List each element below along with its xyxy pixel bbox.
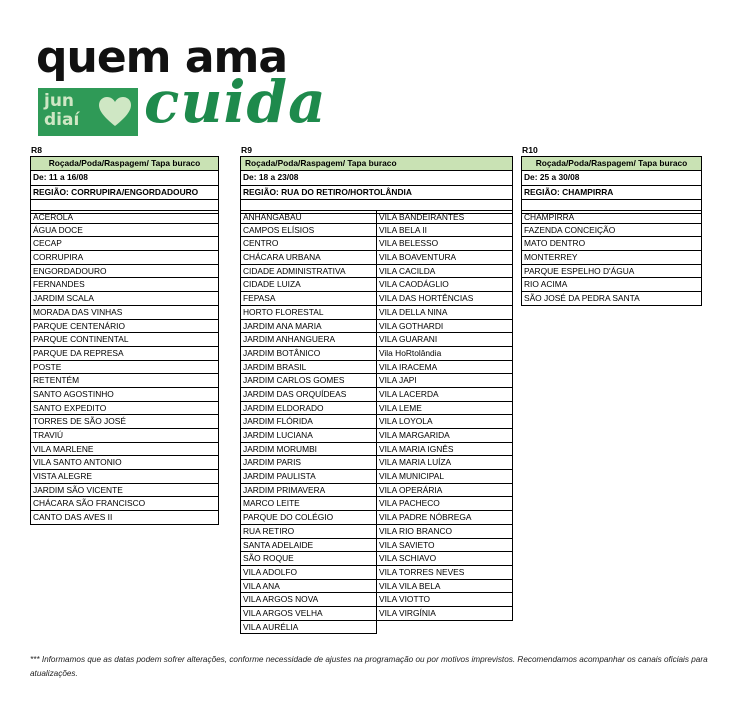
neighborhood-row: VILA MUNICIPAL [377, 470, 513, 484]
neighborhood-row: CECAP [30, 237, 219, 251]
neighborhood-row: MARCO LEITE [240, 497, 377, 511]
jundiai-badge [38, 88, 138, 136]
neighborhood-row: VILA LOYOLA [377, 415, 513, 429]
neighborhood-row: VILA GOTHARDI [377, 320, 513, 334]
region-name: REGIÃO: CHAMPIRRA [522, 186, 701, 201]
logo [36, 32, 366, 136]
neighborhood-row: PARQUE CONTINENTAL [30, 333, 219, 347]
region-header-r10 [521, 156, 702, 214]
neighborhood-row: VILA VIRGÍNIA [377, 607, 513, 621]
neighborhood-row: CAMPOS ELÍSIOS [240, 224, 377, 238]
badge-text-line2: diaí [44, 110, 80, 130]
service-title: Roçada/Poda/Raspagem/ Tapa buraco [241, 157, 512, 171]
neighborhood-row: CIDADE ADMINISTRATIVA [240, 265, 377, 279]
neighborhood-row: VILA BOAVENTURA [377, 251, 513, 265]
neighborhood-row: VILA ARGOS VELHA [240, 607, 377, 621]
neighborhood-list-r9-col1 [240, 210, 377, 634]
neighborhood-row: SANTO EXPEDITO [30, 402, 219, 416]
neighborhood-row: VILA RIO BRANCO [377, 525, 513, 539]
neighborhood-row: VILA ANA [240, 580, 377, 594]
neighborhood-row: CIDADE LUIZA [240, 278, 377, 292]
neighborhood-row: VILA OPERÁRIA [377, 484, 513, 498]
neighborhood-row: ANHANGABAÚ [240, 210, 377, 224]
neighborhood-row: TRAVIÚ [30, 429, 219, 443]
badge-text-line1: jun [44, 91, 75, 111]
neighborhood-row: CHAMPIRRA [521, 210, 702, 224]
neighborhood-row: VILA BANDEIRANTES [377, 210, 513, 224]
neighborhood-row: VILA JAPI [377, 374, 513, 388]
neighborhood-list-r8 [30, 210, 219, 525]
neighborhood-row: VILA MARIA LUÍZA [377, 456, 513, 470]
neighborhood-row: JARDIM ANA MARIA [240, 320, 377, 334]
neighborhood-row: TORRES DE SÃO JOSÉ [30, 415, 219, 429]
neighborhood-row: JARDIM CARLOS GOMES [240, 374, 377, 388]
neighborhood-row: SÃO JOSÉ DA PEDRA SANTA [521, 292, 702, 306]
neighborhood-row: PARQUE ESPELHO D'ÁGUA [521, 265, 702, 279]
neighborhood-row: VILA SANTO ANTONIO [30, 456, 219, 470]
neighborhood-row: VILA PACHECO [377, 497, 513, 511]
date-range: De: 11 a 16/08 [31, 171, 218, 186]
neighborhood-row: VILA BELESSO [377, 237, 513, 251]
neighborhood-row: VILA DAS HORTÊNCIAS [377, 292, 513, 306]
neighborhood-row: PARQUE DA REPRESA [30, 347, 219, 361]
neighborhood-row: VILA LEME [377, 402, 513, 416]
footnote: *** Informamos que as datas podem sofrer alterações, conforme necessidade de ajustes na programação ou por motivos imprevistos. Recomendamos acompanhar os canais oficiais para atualizações. [30, 655, 708, 678]
neighborhood-row: VILA PADRE NÓBREGA [377, 511, 513, 525]
neighborhood-row: SANTA ADELAIDE [240, 539, 377, 553]
neighborhood-row: Vila HoRtolândia [377, 347, 513, 361]
neighborhood-row: VILA DELLA NINA [377, 306, 513, 320]
neighborhood-row: JARDIM MORUMBI [240, 443, 377, 457]
neighborhood-row: PARQUE CENTENÁRIO [30, 320, 219, 334]
neighborhood-list-r9-col2 [377, 210, 513, 621]
neighborhood-row: SANTO AGOSTINHO [30, 388, 219, 402]
neighborhood-row: VILA ARGOS NOVA [240, 593, 377, 607]
neighborhood-row: VILA SCHIAVO [377, 552, 513, 566]
neighborhood-row: CORRUPIRA [30, 251, 219, 265]
neighborhood-row: VILA ADOLFO [240, 566, 377, 580]
region-header-r8 [30, 156, 219, 214]
neighborhood-row: FAZENDA CONCEIÇÃO [521, 224, 702, 238]
service-title: Roçada/Poda/Raspagem/ Tapa buraco [522, 157, 701, 171]
neighborhood-row: JARDIM PAULISTA [240, 470, 377, 484]
neighborhood-row: JARDIM LUCIANA [240, 429, 377, 443]
neighborhood-row: VILA GUARANI [377, 333, 513, 347]
neighborhood-row: VILA IRACEMA [377, 361, 513, 375]
region-header-r9 [240, 156, 513, 214]
neighborhood-row: HORTO FLORESTAL [240, 306, 377, 320]
neighborhood-row: JARDIM BOTÂNICO [240, 347, 377, 361]
neighborhood-row: CENTRO [240, 237, 377, 251]
neighborhood-row: JARDIM SÃO VICENTE [30, 484, 219, 498]
neighborhood-row: POSTE [30, 361, 219, 375]
date-range: De: 25 a 30/08 [522, 171, 701, 186]
neighborhood-row: RIO ACIMA [521, 278, 702, 292]
neighborhood-row: VILA MARIA IGNÊS [377, 443, 513, 457]
neighborhood-row: CANTO DAS AVES II [30, 511, 219, 525]
neighborhood-row: JARDIM ANHANGUERA [240, 333, 377, 347]
neighborhood-row: ÁGUA DOCE [30, 224, 219, 238]
neighborhood-row: JARDIM ELDORADO [240, 402, 377, 416]
date-range: De: 18 a 23/08 [241, 171, 512, 186]
neighborhood-row: ENGORDADOURO [30, 265, 219, 279]
neighborhood-row: VISTA ALEGRE [30, 470, 219, 484]
neighborhood-row: VILA TORRES NEVES [377, 566, 513, 580]
neighborhood-row: MATO DENTRO [521, 237, 702, 251]
neighborhood-row: VILA VIOTTO [377, 593, 513, 607]
logo-top-text: quem ama [36, 32, 288, 83]
neighborhood-row: SÃO ROQUE [240, 552, 377, 566]
neighborhood-row: RUA RETIRO [240, 525, 377, 539]
logo-script-text: cuida [144, 68, 327, 136]
neighborhood-row: VILA SAVIETO [377, 539, 513, 553]
neighborhood-row: CHÁCARA URBANA [240, 251, 377, 265]
region-code-r8: R8 [31, 145, 42, 155]
region-name: REGIÃO: CORRUPIRA/ENGORDADOURO [31, 186, 218, 201]
neighborhood-row: CHÁCARA SÃO FRANCISCO [30, 497, 219, 511]
region-code-r10: R10 [522, 145, 538, 155]
neighborhood-row: VILA AURÉLIA [240, 621, 377, 635]
neighborhood-row: FEPASA [240, 292, 377, 306]
heart-icon [98, 96, 132, 128]
neighborhood-row: MORADA DAS VINHAS [30, 306, 219, 320]
neighborhood-row: JARDIM SCALA [30, 292, 219, 306]
neighborhood-row: VILA MARLENE [30, 443, 219, 457]
neighborhood-row: FERNANDES [30, 278, 219, 292]
region-name: REGIÃO: RUA DO RETIRO/HORTOLÂNDIA [241, 186, 512, 201]
neighborhood-row: MONTERREY [521, 251, 702, 265]
neighborhood-list-r10 [521, 210, 702, 306]
neighborhood-row: VILA CACILDA [377, 265, 513, 279]
neighborhood-row: JARDIM BRASIL [240, 361, 377, 375]
neighborhood-row: ACEROLA [30, 210, 219, 224]
region-code-r9: R9 [241, 145, 252, 155]
neighborhood-row: VILA VILA BELA [377, 580, 513, 594]
neighborhood-row: RETENTÉM [30, 374, 219, 388]
neighborhood-row: VILA MARGARIDA [377, 429, 513, 443]
neighborhood-row: JARDIM PRIMAVERA [240, 484, 377, 498]
neighborhood-row: JARDIM PARIS [240, 456, 377, 470]
neighborhood-row: JARDIM DAS ORQUÍDEAS [240, 388, 377, 402]
neighborhood-row: JARDIM FLÓRIDA [240, 415, 377, 429]
service-title: Roçada/Poda/Raspagem/ Tapa buraco [31, 157, 218, 171]
neighborhood-row: VILA BELA II [377, 224, 513, 238]
neighborhood-row: VILA LACERDA [377, 388, 513, 402]
neighborhood-row: PARQUE DO COLÉGIO [240, 511, 377, 525]
neighborhood-row: VILA CAODÁGLIO [377, 278, 513, 292]
